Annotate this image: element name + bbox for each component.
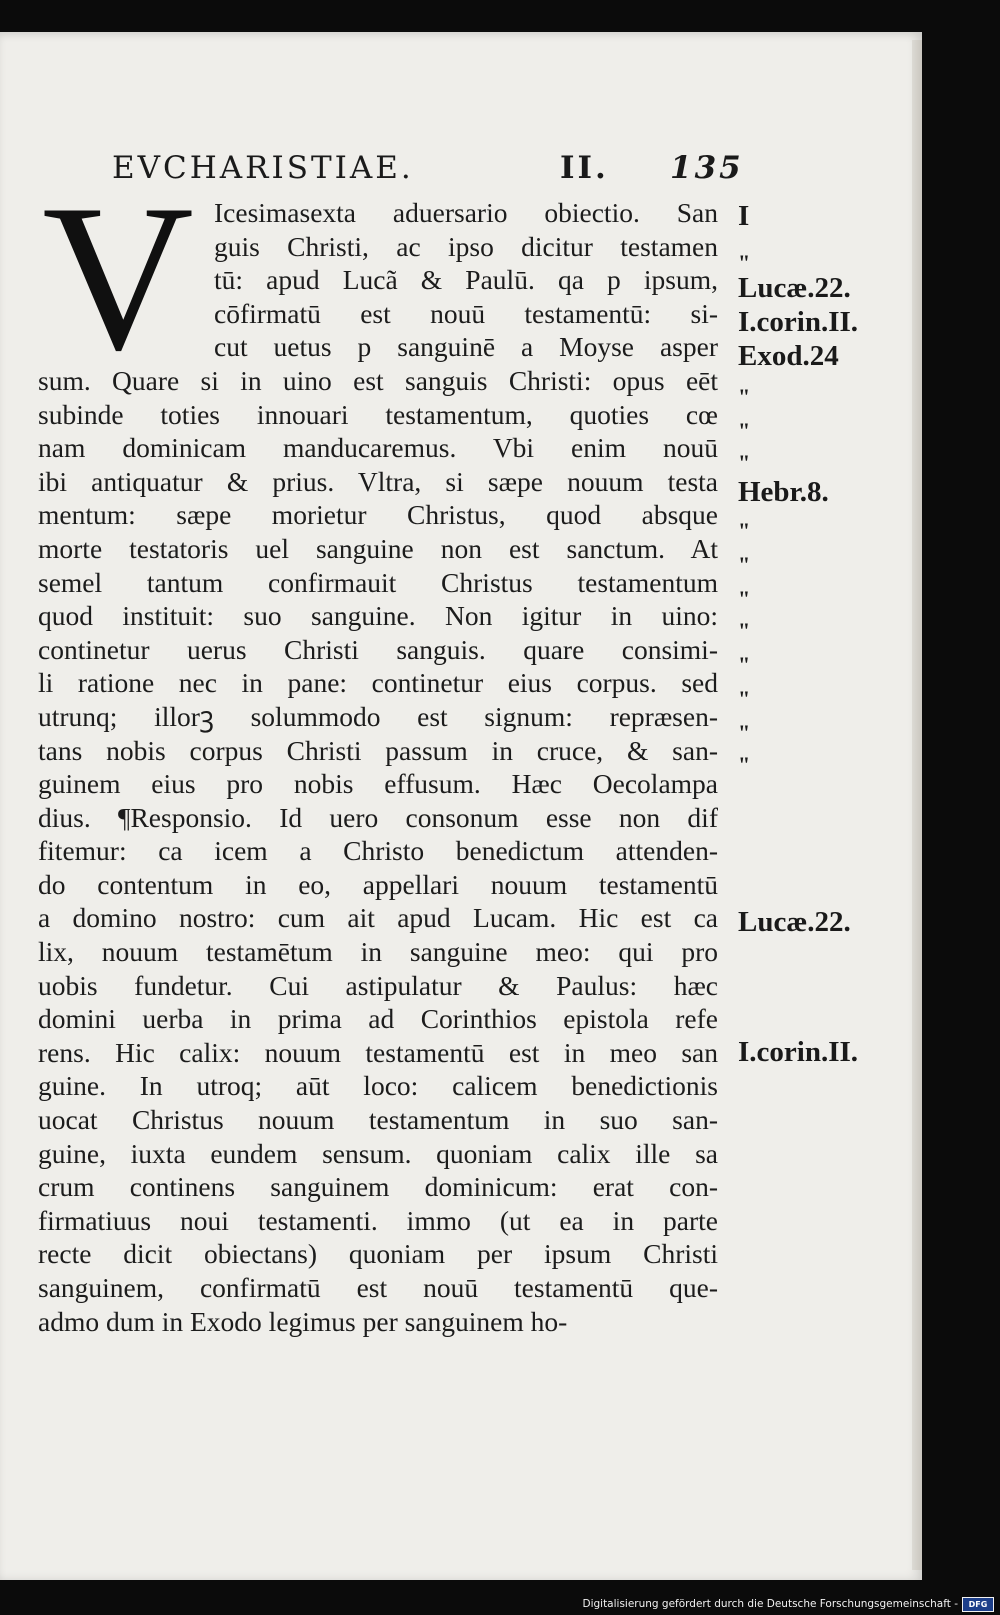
margin-note: " [738, 418, 750, 443]
text-line: dius. ¶Responsio. Id uero consonum esse non dif [38, 801, 718, 833]
margin-note: " [738, 518, 750, 543]
margin-note: I [738, 200, 750, 232]
text-line: crum continens sanguinem dominicum: erat con- [38, 1171, 718, 1203]
text-line: fitemur: ca icem a Christo benedictum attenden- [38, 835, 718, 867]
margin-note: " [738, 686, 750, 711]
text-line: guine. In utroq; aūt loco: calicem benedictionis [38, 1070, 718, 1102]
text-line: uobis fundetur. Cui astipulatur & Paulus: hæc [38, 969, 718, 1001]
drop-cap: V [42, 162, 194, 394]
text-line: tū: apud Lucã & Paulū. qa p ipsum, [214, 264, 718, 296]
margin-note-scripture-ref: Lucæ.22. [738, 272, 851, 304]
text-line: subinde toties innouari testamentum, quoties cœ [38, 398, 718, 430]
text-line: domini uerba in prima ad Corinthios epistola refe [38, 1003, 718, 1035]
text-line: Icesimasexta aduersario obiectio. San [214, 197, 718, 228]
running-head-section: II. [560, 150, 609, 186]
footer-credit [582, 1595, 994, 1613]
margin-note: " [738, 652, 750, 677]
text-line: cut uetus p sanguinē a Moyse asper [214, 331, 718, 363]
margin-note-scripture-ref: Hebr.8. [738, 476, 829, 508]
text-line: mentum: sæpe morietur Christus, quod absque [38, 499, 718, 531]
page-edge [912, 40, 922, 1570]
text-line: semel tantum confirmauit Christus testamentum [38, 566, 718, 598]
text-line: do contentum in eo, appellari nouum testamentū [38, 868, 718, 900]
margin-note: " [738, 720, 750, 745]
margin-note-scripture-ref: Exod.24 [738, 340, 839, 372]
body-text [38, 196, 718, 1338]
text-line: guis Christi, ac ipso dicitur testamen [214, 230, 718, 262]
text-line: tans nobis corpus Christi passum in cruce, & san- [38, 734, 718, 766]
text-line: li ratione nec in pane: continetur eius corpus. sed [38, 667, 718, 699]
text-line: rens. Hic calix: nouum testamentū est in meo san [38, 1036, 718, 1068]
text-line: ibi antiquatur & prius. Vltra, si sæpe nouum testa [38, 465, 718, 497]
margin-note: " [738, 586, 750, 611]
text-line: a domino nostro: cum ait apud Lucam. Hic est ca [38, 902, 718, 934]
margin-note: " [738, 384, 750, 409]
text-line: recte dicit obiectans) quoniam per ipsum Christi [38, 1238, 718, 1270]
dfg-logo: DFG [962, 1597, 994, 1612]
text-line: sum. Quare si in uino est sanguis Christi: opus eēt [38, 364, 718, 396]
margin-note-scripture-ref: I.corin.II. [738, 1036, 859, 1068]
margin-note: " [738, 552, 750, 577]
text-line: firmatiuus noui testamenti. immo (ut ea in parte [38, 1204, 718, 1236]
folio-number: 135 [670, 150, 744, 186]
margin-note: " [738, 450, 750, 475]
footer-credit-text: Digitalisierung gefördert durch die Deutsche Forschungsgemeinschaft - [582, 1598, 958, 1610]
text-line: nam dominicam manducaremus. Vbi enim nouū [38, 432, 718, 464]
margin-note: " [738, 250, 750, 275]
margin-note-scripture-ref: Lucæ.22. [738, 906, 851, 938]
text-line: morte testatoris uel sanguine non est sanctum. At [38, 532, 718, 564]
running-head-title: EVCHARISTIAE. [112, 150, 414, 186]
text-line: continetur uerus Christi sanguis. quare consimi- [38, 633, 718, 665]
margin-note-scripture-ref: I.corin.II. [738, 306, 859, 338]
text-line: sanguinem, confirmatū est nouū testamentū que- [38, 1272, 718, 1303]
running-head [112, 150, 744, 190]
text-line: lix, nouum testamētum in sanguine meo: qui pro [38, 936, 718, 968]
margin-note: " [738, 618, 750, 643]
text-line: cōfirmatū est nouū testamentū: si- [214, 297, 718, 329]
text-line: utrunq; illorꝫ solummodo est signum: repræsen- [38, 700, 718, 732]
text-line: guine, iuxta eundem sensum. quoniam calix ille sa [38, 1137, 718, 1169]
text-line: quod instituit: suo sanguine. Non igitur in uino: [38, 600, 718, 632]
text-line: admo dum in Exodo legimus per sanguinem ho- [38, 1305, 568, 1337]
margin-note: " [738, 752, 750, 777]
text-line: guinem eius pro nobis effusum. Hæc Oecolampa [38, 768, 718, 800]
text-line: uocat Christus nouum testamentum in suo san- [38, 1104, 718, 1136]
